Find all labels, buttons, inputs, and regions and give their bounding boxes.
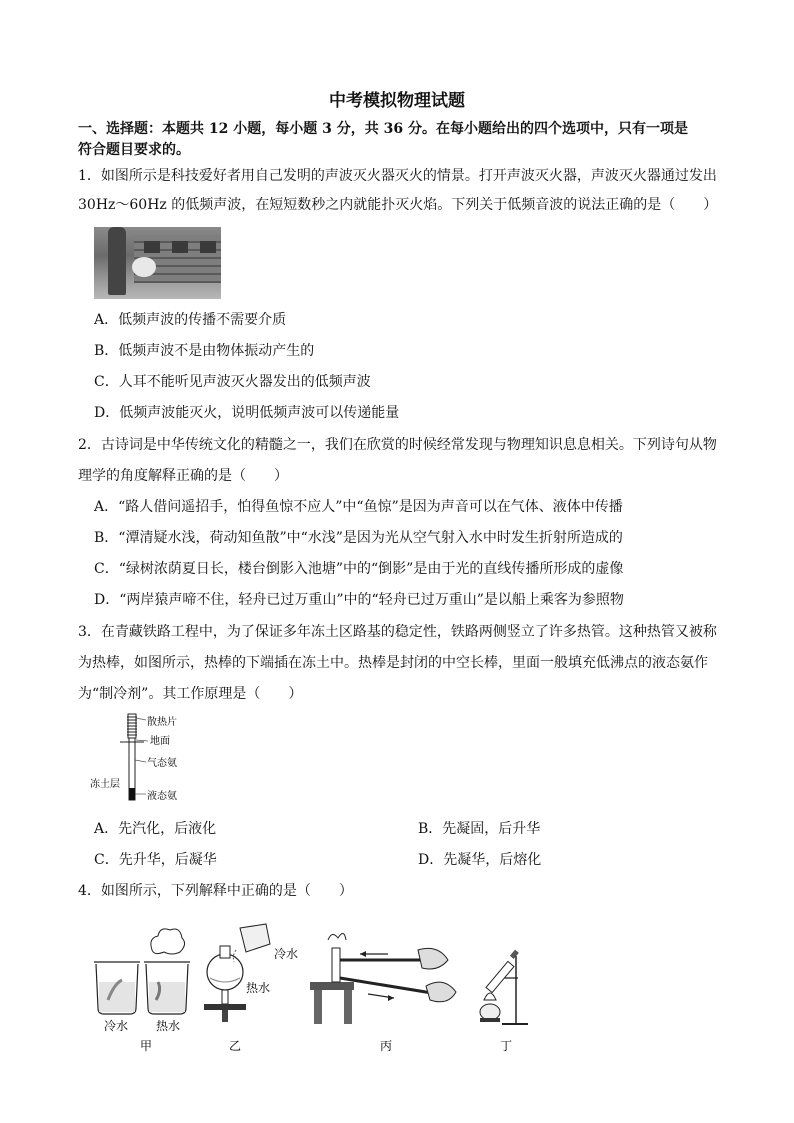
q2-stem-line1: 2．古诗词是中华传统文化的精髓之一，我们在欣赏的时候经常发现与物理知识息息相关。下列诗句从物 — [78, 437, 717, 453]
label-frozen-soil: 冻土层 — [90, 779, 120, 790]
q2-option-b: B．“潭清疑水浅，荷动知鱼散”中“水浅”是因为光从空气射入水中时发生折射所造成的 — [94, 530, 623, 546]
label-hot-water-jia: 热水 — [156, 1019, 181, 1033]
heat-sink-fins — [127, 714, 137, 738]
q2-option-d: D．“两岸猿声啼不住，轻舟已过万重山”中的“轻舟已过万重山”是以船上乘客为参照物 — [94, 592, 624, 608]
q3-stem-line2: 为热棒，如图所示，热棒的下端插在冻土中。热棒是封闭的中空长棒，里面一般填充低沸点的液态氨作 — [78, 655, 708, 671]
q2-option-a: A．“路人借问遥招手，怕得鱼惊不应人”中“鱼惊”是因为声音可以在气体、液体中传播 — [94, 499, 623, 515]
q1-stem-line2: 30Hz～60Hz 的低频声波，在短短数秒之内就能扑灭火焰。下列关于低频音波的说法正确的是（ ） — [78, 197, 718, 213]
q1-option-b: B．低频声波不是由物体振动产生的 — [94, 343, 315, 359]
label-cold-water-jia: 冷水 — [104, 1019, 129, 1033]
section-heading-line2: 符合题目要求的。 — [78, 142, 190, 158]
q3-option-b: B．先凝固，后升华 — [418, 821, 541, 837]
q2-option-c: C．“绿树浓荫夏日长，楼台倒影入池塘”中的“倒影”是由于光的直线传播所形成的虚像 — [94, 561, 624, 577]
label-cold-water-yi: 冷水 — [274, 947, 299, 961]
liquid-ammonia-fill — [129, 788, 135, 800]
section-heading-line1: 一、选择题：本题共 12 小题，每小题 3 分，共 36 分。在每小题给出的四个选项中，只有一项是 — [78, 121, 688, 137]
label-hot-water-yi: 热水 — [246, 981, 271, 995]
label-jia: 甲 — [140, 1039, 153, 1053]
q1-option-a: A．低频声波的传播不需要介质 — [94, 312, 287, 328]
label-bing: 丙 — [380, 1039, 393, 1053]
q1-option-d: D．低频声波能灭火，说明低频声波可以传递能量 — [94, 405, 400, 421]
page-title: 中考模拟物理试题 — [329, 91, 465, 111]
label-fin: 散热片 — [147, 717, 177, 728]
q2-stem-line2: 理学的角度解释正确的是（ ） — [78, 468, 288, 484]
q1-option-c: C．人耳不能听见声波灭火器发出的低频声波 — [94, 374, 371, 390]
figure-ding-test-tube — [480, 950, 528, 1053]
q3-option-c: C．先升华，后凝华 — [94, 852, 217, 868]
q3-stem-line3: 为“制冷剂”。其工作原理是（ ） — [78, 686, 303, 702]
label-liquid: 液态氨 — [147, 791, 177, 802]
figure-bing-apparatus — [310, 933, 456, 1053]
label-yi: 乙 — [229, 1039, 242, 1053]
q4-figures — [88, 920, 558, 1055]
figure-yi-flask — [204, 924, 298, 1053]
figure-jia-beakers — [94, 929, 190, 1053]
label-gas: 气态氨 — [147, 758, 177, 769]
q1-stem-line1: 1．如图所示是科技爱好者用自己发明的声波灭火器灭火的情景。打开声波灭火器，声波灭火器通过发出 — [78, 168, 717, 184]
q3-option-d: D．先凝华，后熔化 — [418, 852, 542, 868]
q3-option-a: A．先汽化，后液化 — [94, 821, 217, 837]
q4-stem-line1: 4．如图所示，下列解释中正确的是（ ） — [78, 883, 353, 899]
sound-extinguisher-photo — [94, 227, 221, 299]
label-ground: 地面 — [150, 736, 170, 747]
heat-pipe-diagram — [90, 710, 200, 810]
q3-stem-line1: 3．在青藏铁路工程中，为了保证多年冻土区路基的稳定性，铁路两侧竖立了许多热管。这种热管又被称 — [78, 624, 717, 640]
label-ding: 丁 — [500, 1039, 513, 1053]
